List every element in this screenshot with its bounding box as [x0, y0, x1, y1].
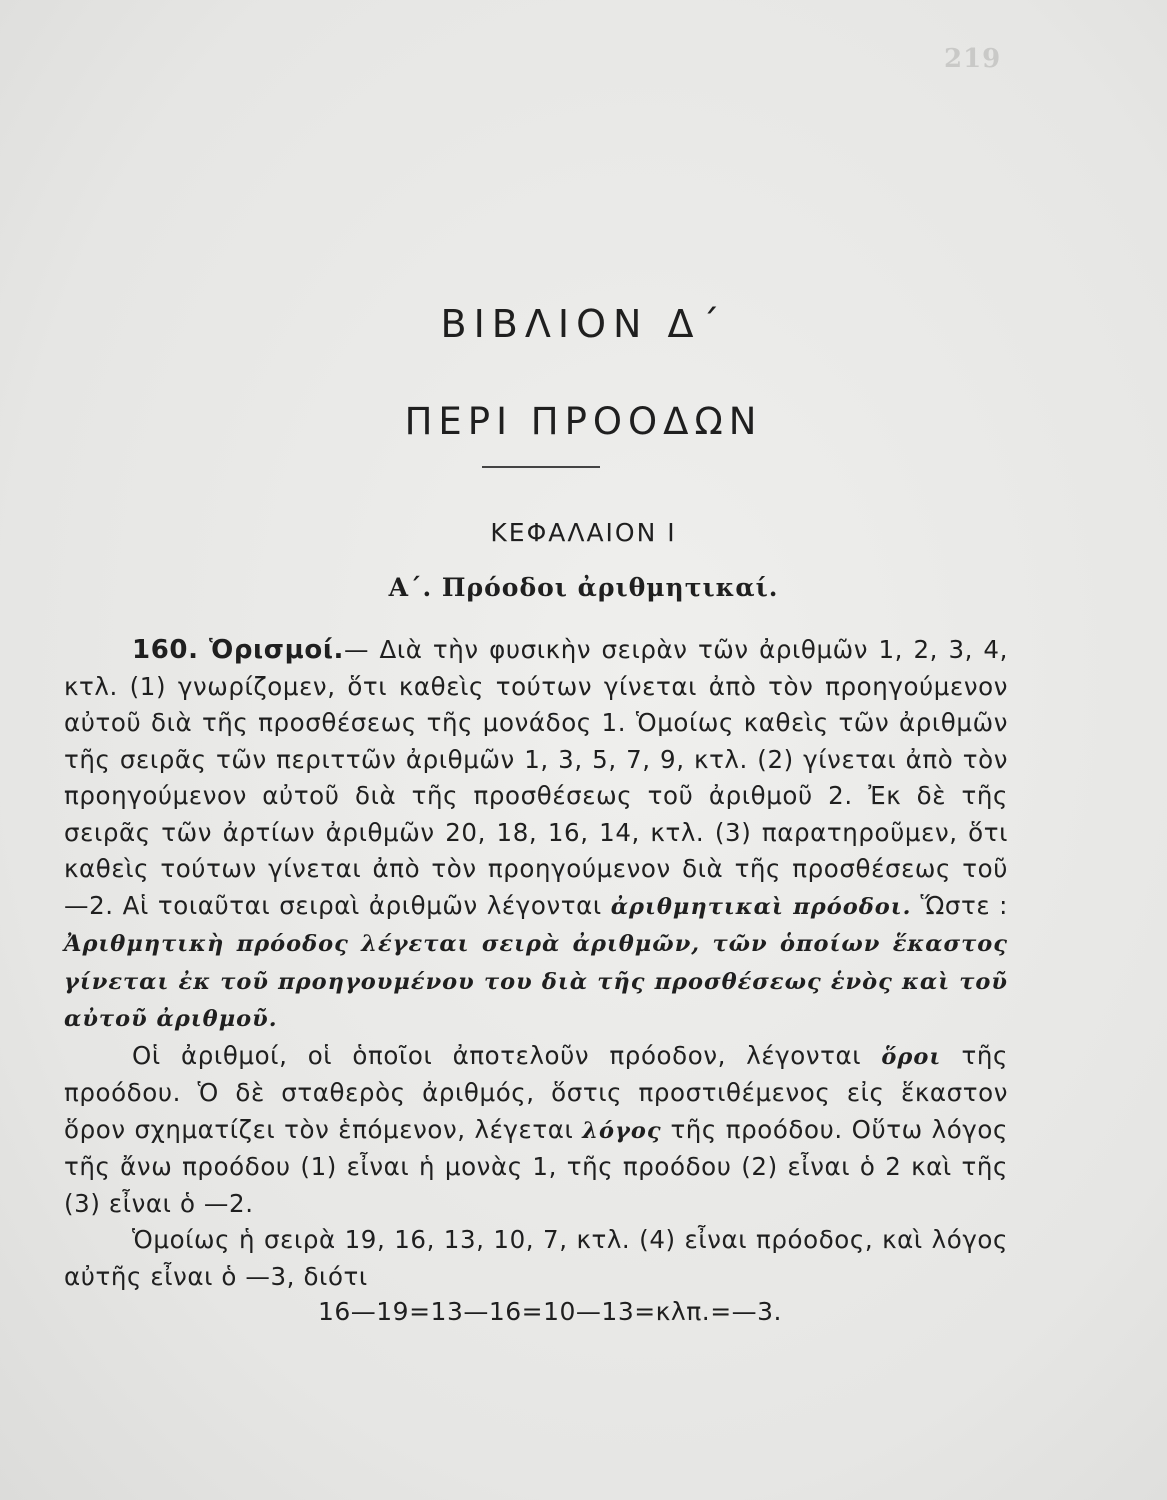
term-arithmetic-progressions: ἀριθμητικαὶ πρόοδοι.: [610, 893, 912, 920]
section-title: Α΄. Πρόοδοι ἀριθμητικαί.: [388, 573, 779, 602]
paragraph-terms: [64, 1038, 1008, 1223]
paragraph-heading: Ὁρισμοί.: [208, 635, 345, 665]
page-number: 219: [944, 44, 1002, 74]
term-logos: λόγος: [582, 1117, 662, 1144]
book-title: ΒΙΒΛΙΟΝ Δ΄: [440, 302, 727, 346]
body-text: [64, 632, 1008, 1295]
paragraph-text: Ὥστε :: [920, 890, 1009, 920]
paragraph-text: Οἱ ἀριθμοί, οἱ ὁποῖοι ἀποτελοῦν πρόοδον, λέγονται: [132, 1040, 862, 1070]
paragraph-text: — Διὰ τὴν φυσικὴν σειρὰν τῶν ἀριθμῶν 1, 2, 3, 4, κτλ. (1) γνωρίζομεν, ὅτι καθεὶς τούτων γίνεται ἀπὸ τὸν προηγούμενον αὐτοῦ διὰ τῆς προσθέσεως τῆς μονάδος 1. Ὁμοίως καθεὶς τῶν ἀριθμῶν τῆς σειρᾶς τῶν περιττῶν ἀριθμῶν 1, 3, 5, 7, 9, κτλ. (2) γίνεται ἀπὸ τὸν προηγούμενον αὐτοῦ διὰ τῆς προσθέσεως τοῦ ἀριθμοῦ 2. Ἐκ δὲ τῆς σειρᾶς τῶν ἀρτίων ἀριθμῶν 20, 18, 16, 14, κτλ. (3) παρατηροῦμεν, ὅτι καθεὶς τούτων γίνεται ἀπὸ τὸν προηγούμενον διὰ τῆς προσθέσεως τοῦ —2. Αἱ τοιαῦται σειραὶ ἀριθμῶν λέγονται: [64, 635, 1008, 920]
formula: 16—19=13—16=10—13=κλπ.=—3.: [317, 1297, 783, 1326]
paragraph-example: [64, 1222, 1008, 1295]
paragraph-text: τῆς προόδου. Οὕτω λόγος τῆς ἄνω προόδου (1) εἶναι ἡ μονὰς 1, τῆς προόδου (2) εἶναι ὁ 2 καὶ τῆς (3) εἶναι ὁ —2.: [64, 1114, 1008, 1218]
paragraph-text: Ὁμοίως ἡ σειρὰ 19, 16, 13, 10, 7, κτλ. (4) εἶναι πρόοδος, καὶ λόγος αὐτῆς εἶναι ὁ —3, διότι: [64, 1225, 1008, 1291]
definition-text: Ἀριθμητικὴ πρόοδος λέγεται σειρὰ ἀριθμῶν, τῶν ὁποίων ἕκαστος γίνεται ἐκ τοῦ προηγουμένου του διὰ τῆς προσθέσεως ἑνὸς καὶ τοῦ αὐτοῦ ἀριθμοῦ.: [64, 931, 1008, 1032]
paragraph-number: 160.: [132, 635, 199, 665]
term-oroi: ὅροι: [881, 1043, 942, 1070]
chapter-title: ΚΕΦΑΛΑΙΟΝ Ι: [490, 518, 677, 547]
paragraph-text: τῆς προόδου. Ὁ δὲ σταθερὸς ἀριθμός, ὅστις προστιθέμενος εἰς ἕκαστον ὅρον σχηματίζει τὸν ἑπόμενον, λέγεται: [64, 1040, 1008, 1144]
paragraph-definitions: [64, 632, 1008, 1038]
title-divider: [482, 466, 600, 468]
part-title: ΠΕΡΙ ΠΡΟΟΔΩΝ: [404, 400, 763, 443]
